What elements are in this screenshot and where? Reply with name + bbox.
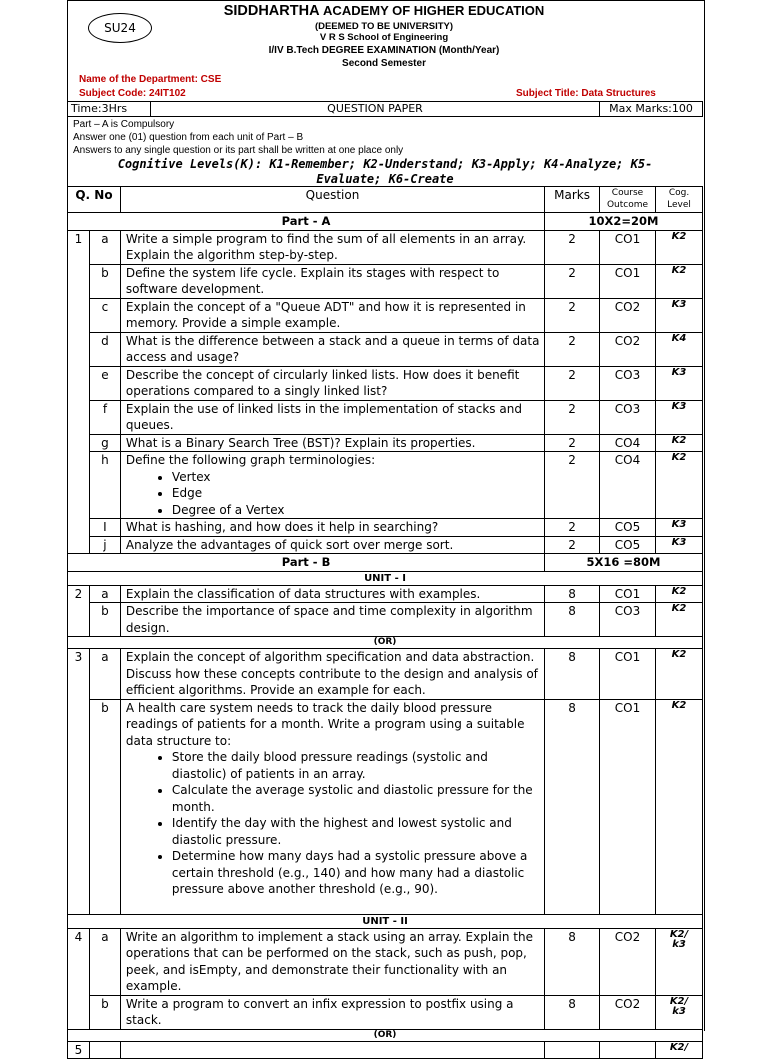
deemed-line: (DEEMED TO BE UNIVERSITY) (314, 21, 454, 32)
q3b-sub: b (89, 699, 120, 914)
q1-question-text: Write a simple program to find the sum of all elements in an array. Explain the algorithm step-by-step. (125, 231, 527, 262)
q5-number: 5 (68, 1041, 90, 1059)
q1-sub: c (89, 298, 120, 332)
table-row (68, 519, 703, 537)
table-row (68, 649, 703, 700)
q3b-marks: 8 (545, 699, 600, 914)
bullet-list (126, 469, 541, 519)
q3b-cell (120, 699, 544, 914)
q1-number: 1 (68, 230, 90, 554)
q3a-text: Explain the concept of algorithm specification and data abstraction. Discuss how these concepts contribute to the design and analysis of efficient algorithms. Provide an example for each. (120, 649, 544, 700)
q1-marks: 2 (545, 434, 600, 452)
q1-question (120, 536, 544, 554)
q1-question-text: What is hashing, and how does it help in searching? (125, 520, 439, 534)
table-row (68, 230, 703, 264)
instruction-3: Answers to any single question or its part shall be written at one place only (73, 145, 404, 156)
table-row (68, 1041, 703, 1059)
or-label-2: (OR) (68, 1029, 703, 1041)
subject-code: Subject Code: 24IT102 (79, 88, 186, 99)
q1-course-outcome: CO3 (600, 400, 656, 434)
q4a-k1: K2/ (669, 928, 689, 940)
q1-question-text: Define the following graph terminologies: (125, 453, 376, 467)
q4b-k2: k3 (672, 1005, 686, 1017)
table-row (68, 928, 703, 995)
q1-question-text: Analyze the advantages of quick sort over merge sort. (125, 537, 454, 552)
q1-sub: e (89, 366, 120, 400)
list-item: • Degree of a Vertex (172, 502, 541, 519)
part-b-header (68, 554, 703, 572)
q3a-co: CO1 (600, 649, 656, 700)
q4b-text: Write a program to convert an infix expression to postfix using a stack. (120, 995, 544, 1029)
question-table (67, 186, 703, 1059)
or-label-1: (OR) (68, 637, 703, 649)
table-row (68, 332, 703, 366)
q3-number: 3 (68, 649, 90, 915)
q2b-co: CO3 (600, 603, 656, 637)
table-row (68, 585, 703, 603)
subject-title: Subject Title: Data Structures (516, 88, 656, 99)
table-row (68, 603, 703, 637)
q1-course-outcome: CO1 (600, 230, 656, 264)
q1-marks: 2 (545, 400, 600, 434)
q1-course-outcome: CO4 (600, 452, 656, 519)
q1-question-text: Explain the concept of a "Queue ADT" and how it is represented in memory. Provide a simple example. (125, 299, 526, 330)
q1-marks: 2 (545, 298, 600, 332)
q1-course-outcome: CO1 (600, 264, 656, 298)
q1-cog-level: K4 (656, 332, 703, 366)
exam-title: I/IV B.Tech DEGREE EXAMINATION (Month/Year) (268, 45, 500, 56)
list-item: • Edge (172, 485, 541, 502)
q3a-k: K2 (656, 649, 703, 700)
table-row (68, 699, 703, 914)
q2a-k: K2 (656, 585, 703, 603)
q2a-text: Explain the classification of data structures with examples. (120, 585, 544, 603)
q3b-k: K2 (656, 699, 703, 914)
cognitive-line-2: Evaluate; K6-Create (316, 172, 454, 186)
q1-course-outcome: CO4 (600, 434, 656, 452)
table-row (68, 452, 703, 519)
q4a-marks: 8 (545, 928, 600, 995)
q1-question-text: What is the difference between a stack and a queue in terms of data access and usage? (125, 333, 540, 364)
part-a-title: Part - A (68, 213, 545, 231)
col-cog-level: Cog. Level (656, 187, 703, 213)
q1-cog-level: K2 (656, 434, 703, 452)
school-name: V R S School of Engineering (319, 32, 449, 43)
q5-marks (545, 1041, 600, 1059)
or-row (68, 637, 703, 649)
semester-label: Second Semester (342, 58, 426, 69)
time-marks-row (67, 101, 703, 117)
or-row (68, 1029, 703, 1041)
q4a-k (656, 928, 703, 995)
col-marks: Marks (545, 187, 600, 213)
q5-co (600, 1041, 656, 1059)
q4b-co: CO2 (600, 995, 656, 1029)
q4b-sub: b (89, 995, 120, 1029)
q2a-sub: a (89, 585, 120, 603)
q1-question-text: Define the system life cycle. Explain its stages with respect to software development. (125, 265, 500, 296)
q1-question (120, 452, 544, 519)
list-item: • Vertex (172, 469, 541, 486)
institution-lead: SIDDHARTHA (223, 3, 320, 19)
q1-sub: a (89, 230, 120, 264)
q1-marks: 2 (545, 332, 600, 366)
q1-marks: 2 (545, 230, 600, 264)
q1-question (120, 366, 544, 400)
table-row (68, 434, 703, 452)
q4a-text: Write an algorithm to implement a stack using an array. Explain the operations that can be performed on the stack, such as push, pop, peek, and isEmpty, and demonstrate their functionality with an example. (120, 928, 544, 995)
institution-name (0, 3, 768, 19)
q1-course-outcome: CO5 (600, 519, 656, 537)
q2a-co: CO1 (600, 585, 656, 603)
instruction-2: Answer one (01) question from each unit of Part – B (73, 132, 304, 143)
paper-code: SU24 (104, 21, 136, 35)
list-item: • Calculate the average systolic and diastolic pressure for the month. (172, 782, 541, 815)
q1-question (120, 400, 544, 434)
q1-course-outcome: CO2 (600, 332, 656, 366)
q1-sub: h (89, 452, 120, 519)
q1-cog-level: K3 (656, 298, 703, 332)
q2b-sub: b (89, 603, 120, 637)
table-row (68, 298, 703, 332)
q1-sub: I (89, 519, 120, 537)
q5-k: K2/ (656, 1041, 703, 1059)
unit-2-header (68, 914, 703, 928)
q2b-k: K2 (656, 603, 703, 637)
q5-text (120, 1041, 544, 1059)
q1-question (120, 298, 544, 332)
q1-marks: 2 (545, 452, 600, 519)
col-course-outcome: Course Outcome (600, 187, 656, 213)
time-label: Time:3Hrs (68, 102, 151, 117)
table-row (68, 400, 703, 434)
part-a-marks: 10X2=20M (545, 213, 703, 231)
list-item: • Identify the day with the highest and lowest systolic and diastolic pressure. (172, 815, 541, 848)
col-question: Question (120, 187, 544, 213)
q2a-marks: 8 (545, 585, 600, 603)
q1-cog-level: K3 (656, 366, 703, 400)
part-a-header (68, 213, 703, 231)
q2-number: 2 (68, 585, 90, 637)
institution-rest: ACADEMY OF HIGHER EDUCATION (323, 3, 545, 18)
q1-marks: 2 (545, 264, 600, 298)
q3b-co: CO1 (600, 699, 656, 914)
q1-question (120, 434, 544, 452)
table-row (68, 264, 703, 298)
list-item: • Determine how many days had a systolic pressure above a certain threshold (e.g., 140) and how many had a diastolic pressure above another threshold (e.g., 90). (172, 848, 541, 898)
q3a-marks: 8 (545, 649, 600, 700)
instructions (73, 118, 403, 157)
q5-sub (89, 1041, 120, 1059)
q1-marks: 2 (545, 536, 600, 554)
q4b-k1: K2/ (669, 995, 689, 1007)
q1-sub: b (89, 264, 120, 298)
col-qno: Q. No (68, 187, 121, 213)
q1-cog-level: K2 (656, 230, 703, 264)
q2b-text: Describe the importance of space and time complexity in algorithm design. (120, 603, 544, 637)
q1-question-text: Explain the use of linked lists in the implementation of stacks and queues. (125, 401, 522, 432)
table-row (68, 366, 703, 400)
q1-cog-level: K2 (656, 264, 703, 298)
instruction-1: Part – A is Compulsory (73, 119, 175, 130)
unit-1-header (68, 571, 703, 585)
max-marks-label: Max Marks:100 (600, 102, 703, 117)
q1-cog-level: K2 (656, 452, 703, 519)
unit-1-title: UNIT - I (68, 571, 703, 585)
cognitive-line-1: Cognitive Levels(K): K1-Remember; K2-Understand; K3-Apply; K4-Analyze; K5- (117, 157, 653, 171)
q1-cog-level: K3 (656, 519, 703, 537)
q3b-bullet-list (126, 749, 541, 898)
q1-sub: j (89, 536, 120, 554)
q3a-sub: a (89, 649, 120, 700)
table-row (68, 536, 703, 554)
q1-sub: g (89, 434, 120, 452)
part-b-marks: 5X16 =80M (545, 554, 703, 572)
q4a-sub: a (89, 928, 120, 995)
q4a-co: CO2 (600, 928, 656, 995)
q1-question (120, 264, 544, 298)
part-a-questions (68, 230, 703, 554)
q1-question-text: Describe the concept of circularly linked lists. How does it benefit operations compared to a singly linked list? (125, 367, 520, 398)
q1-sub: f (89, 400, 120, 434)
q1-course-outcome: CO2 (600, 298, 656, 332)
list-item: • Store the daily blood pressure readings (systolic and diastolic) of patients in an array. (172, 749, 541, 782)
q1-cog-level: K3 (656, 400, 703, 434)
q1-question (120, 332, 544, 366)
q4-number: 4 (68, 928, 90, 1029)
q1-question (120, 519, 544, 537)
q1-question (120, 230, 544, 264)
q1-question-text: What is a Binary Search Tree (BST)? Explain its properties. (125, 435, 476, 450)
q1-course-outcome: CO5 (600, 536, 656, 554)
department-name: Name of the Department: CSE (79, 74, 222, 85)
q3b-text: A health care system needs to track the daily blood pressure readings of patients for a month. Write a program using a suitable data structure to: (125, 700, 525, 748)
q2b-marks: 8 (545, 603, 600, 637)
q4b-marks: 8 (545, 995, 600, 1029)
part-b-title: Part - B (68, 554, 545, 572)
question-paper-label: QUESTION PAPER (151, 102, 600, 117)
q1-course-outcome: CO3 (600, 366, 656, 400)
q1-sub: d (89, 332, 120, 366)
q1-marks: 2 (545, 519, 600, 537)
unit-2-title: UNIT - II (68, 914, 703, 928)
q4a-k2: k3 (672, 938, 686, 950)
q1-cog-level: K3 (656, 536, 703, 554)
q1-marks: 2 (545, 366, 600, 400)
column-header-row (68, 187, 703, 213)
cognitive-levels (67, 157, 703, 187)
